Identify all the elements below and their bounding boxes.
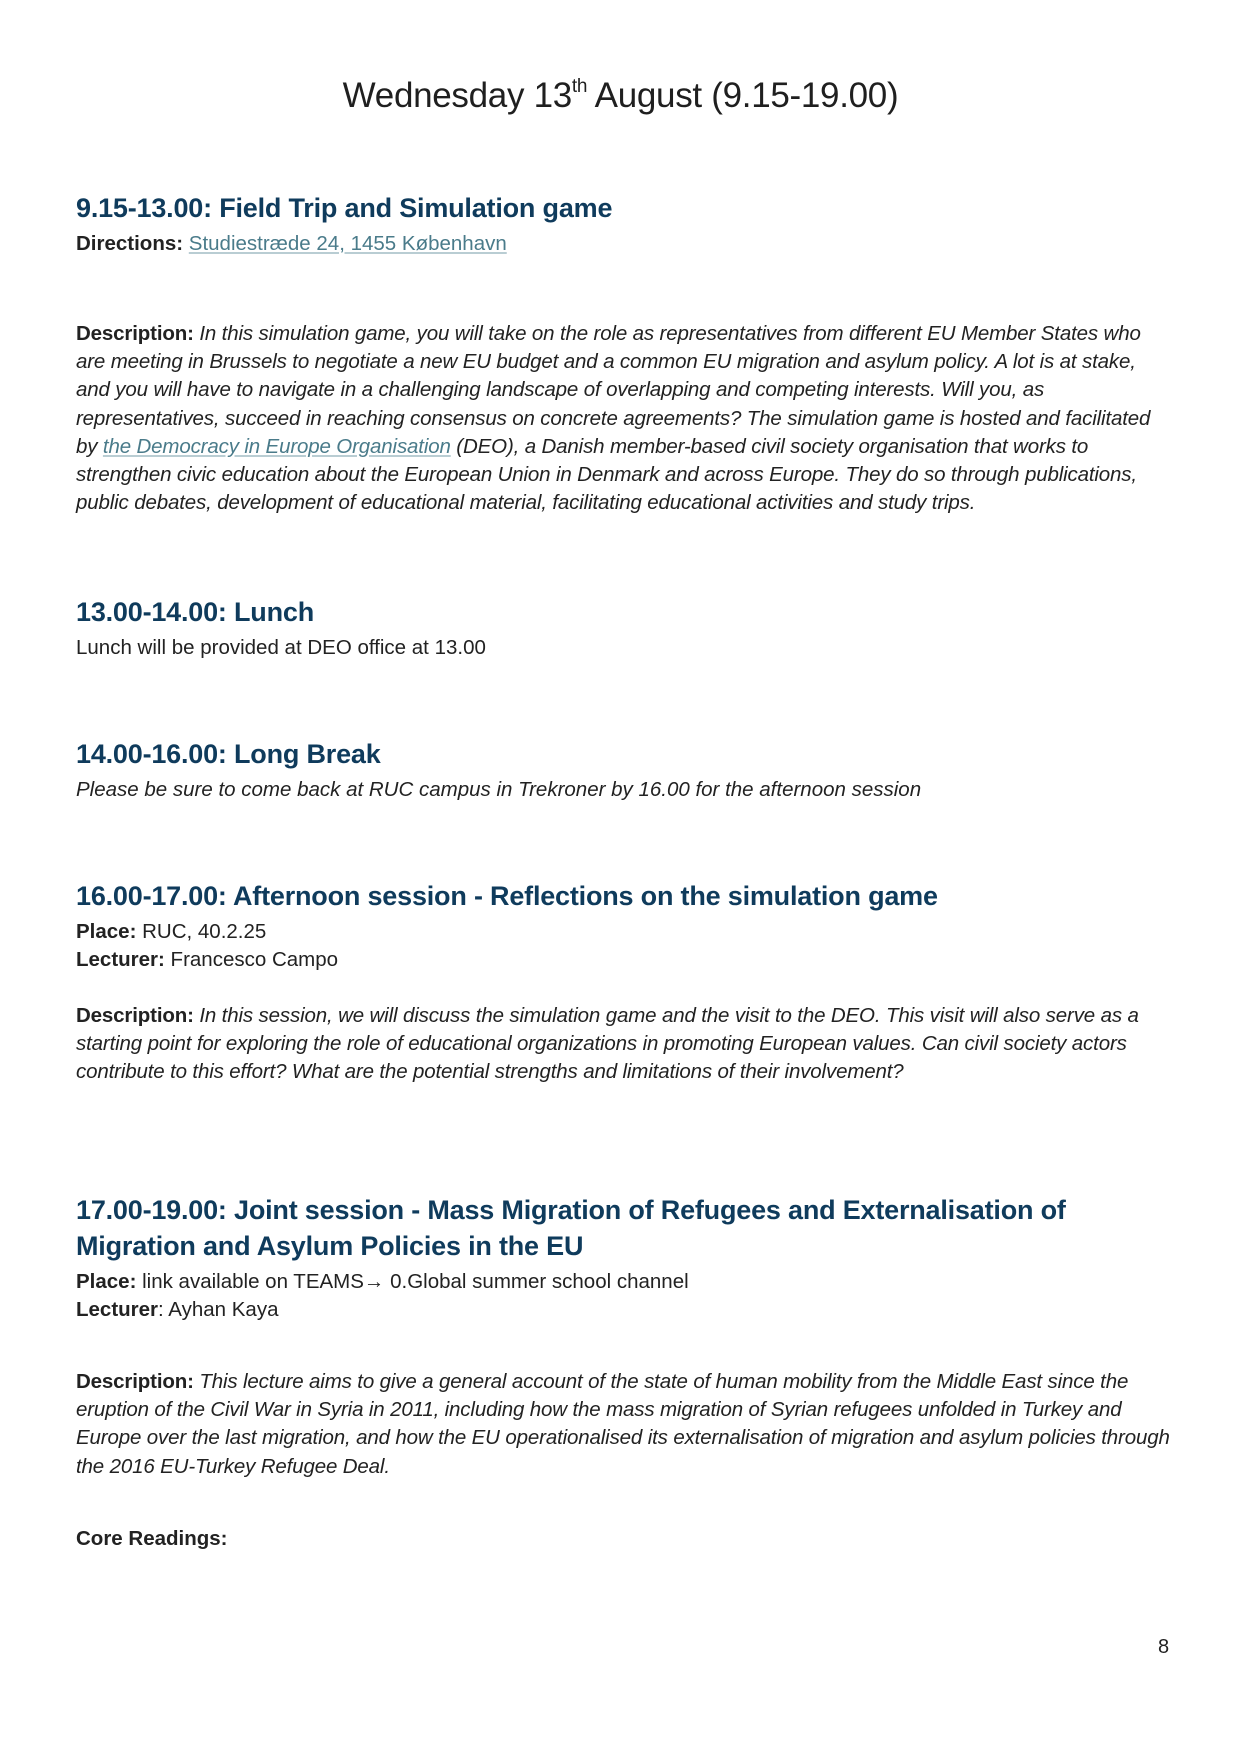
lecturer-value: Francesco Campo	[164, 948, 339, 971]
lecturer-line	[76, 946, 1171, 974]
session-joint	[76, 1192, 1171, 1553]
lecturer-label: Lecturer:	[76, 948, 165, 971]
deo-link[interactable]: the Democracy in Europe Organisation	[102, 434, 451, 458]
session-field-trip	[76, 190, 1171, 517]
session-heading: 14.00-16.00: Long Break	[76, 739, 381, 769]
place-line	[76, 1268, 1171, 1296]
description-text-continued: (DEO), a Danish member-based civil society organisation that works to strengthen civic education about the European Union in Denmark and across Europe. They do so through publications, public debates, development of educational material, facilitating educational activities and study trips.	[76, 434, 1137, 515]
session-heading: 16.00-17.00: Afternoon session - Reflections on the simulation game	[76, 881, 938, 911]
core-readings-label: Core Readings:	[76, 1526, 228, 1550]
place-label: Place:	[76, 1270, 137, 1293]
session-heading: 17.00-19.00: Joint session - Mass Migration of Refugees and Externalisation of Migration and Asylum Policies in the EU	[76, 1195, 1066, 1261]
directions-line	[76, 230, 1171, 258]
lecturer-line	[76, 1296, 1171, 1324]
description-text: In this session, we will discuss the simulation game and the visit to the DEO. This visit will also serve as a starting point for exploring the role of educational organizations in promoting European values. Can civil society actors contribute to this effort? What are the potential strengths and limitations of their involvement?	[76, 1004, 1139, 1084]
place-label: Place:	[76, 920, 137, 943]
lecturer-label: Lecturer	[76, 1298, 159, 1321]
page-title-suffix: August (9.15-19.00)	[587, 76, 899, 115]
page-title-prefix: Wednesday 13	[342, 76, 572, 115]
session-description	[76, 320, 1171, 517]
session-description	[76, 1002, 1171, 1087]
description-label: Description:	[76, 1370, 194, 1393]
place-value: RUC, 40.2.25	[136, 920, 267, 943]
description-text: This lecture aims to give a general account of the state of human mobility from the Middle East since the eruption of the Civil War in Syria in 2011, including how the mass migration of Syrian refugees unfolded in Turkey and Europe over the last migration, and how the EU operationalised its externalisation of migration and asylum policies through the 2016 EU-Turkey Refugee Deal.	[76, 1370, 1170, 1478]
page-title-superscript: th	[571, 76, 588, 97]
directions-label: Directions:	[76, 232, 184, 255]
page-number: 8	[1158, 1636, 1170, 1658]
description-label: Description:	[76, 1004, 194, 1027]
session-text: Lunch will be provided at DEO office at 13.00	[76, 636, 486, 659]
session-lunch	[76, 594, 1171, 662]
directions-link[interactable]: Studiestræde 24, 1455 København	[188, 232, 507, 255]
description-text: In this simulation game, you will take on the role as representatives from different EU Member States who are meeting in Brussels to negotiate a new EU budget and a common EU migration and asylum policy. A lot is at stake, and you will have to navigate in a challenging landscape of overlapping and competing interests. Will you, as representatives, succeed in reaching consensus on concrete agreements? The simulation game is hosted and facilitated by	[76, 322, 1151, 458]
session-afternoon	[76, 878, 1171, 1087]
page-title	[0, 76, 1241, 116]
lecturer-value: : Ayhan Kaya	[158, 1298, 279, 1321]
place-value: link available on TEAMS→ 0.Global summer school channel	[136, 1270, 689, 1293]
session-heading: 9.15-13.00: Field Trip and Simulation game	[76, 193, 613, 223]
session-heading: 13.00-14.00: Lunch	[76, 597, 315, 627]
place-line	[76, 918, 1171, 946]
session-description	[76, 1368, 1171, 1481]
session-long-break	[76, 736, 1171, 804]
description-label: Description:	[76, 322, 194, 345]
session-text: Please be sure to come back at RUC campus in Trekroner by 16.00 for the afternoon session	[76, 778, 922, 801]
